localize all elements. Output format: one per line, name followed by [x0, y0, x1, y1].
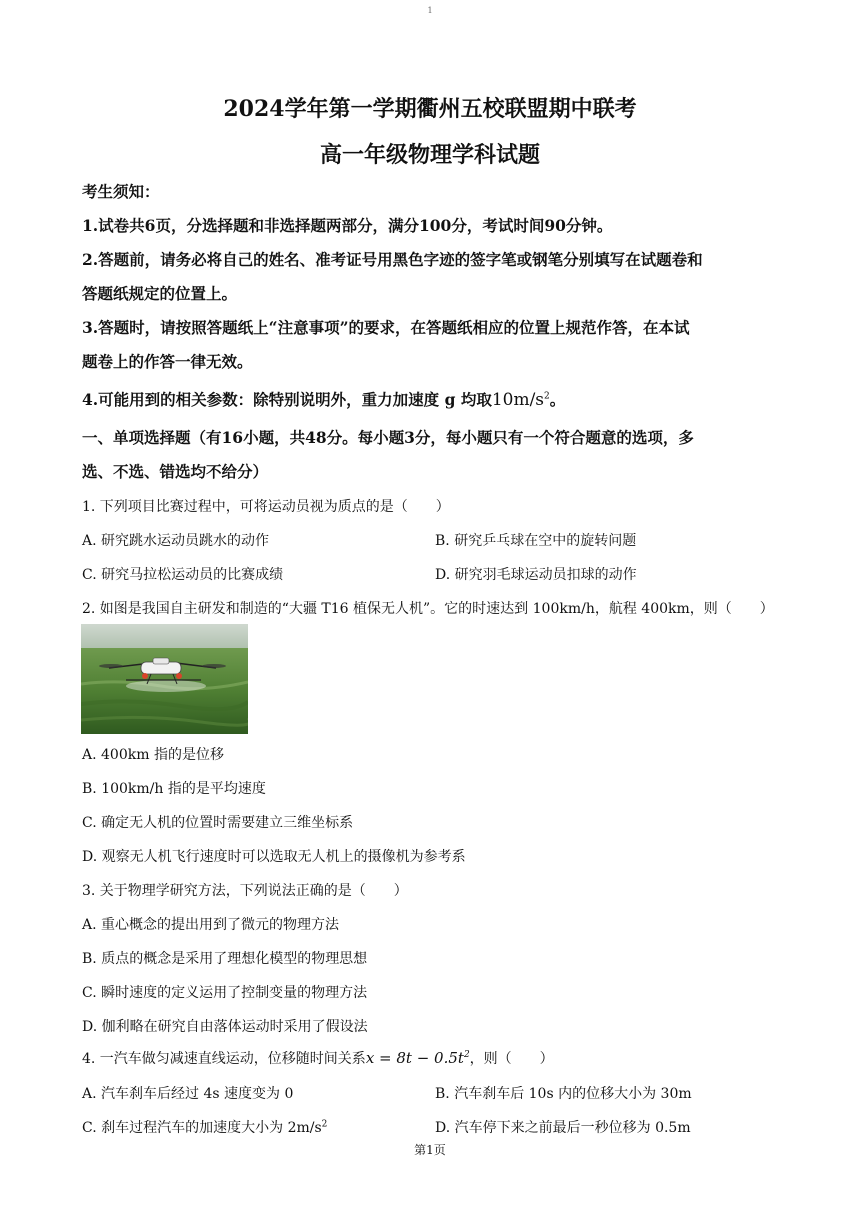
- header-mark: 1: [427, 6, 433, 15]
- q1-option-a: A. 研究跳水运动员跳水的动作: [82, 533, 270, 549]
- notice-2-line1: 2.答题前，请务必将自己的姓名、准考证号用黑色字迹的签字笔或钢笔分别填写在试题卷和: [82, 250, 703, 269]
- gravity-value: [492, 390, 550, 410]
- q3-option-c: C. 瞬时速度的定义运用了控制变量的物理方法: [82, 985, 368, 1001]
- q3-option-d: D. 伽利略在研究自由落体运动时采用了假设法: [82, 1019, 368, 1035]
- q1-stem: 1. 下列项目比赛过程中，可将运动员视为质点的是（ ）: [82, 499, 450, 515]
- q4-formula-exponent: 2: [463, 1050, 470, 1060]
- notice-4-end: 。: [549, 390, 566, 409]
- notice-4: [82, 388, 780, 410]
- q2-option-b: B. 100km/h 指的是平均速度: [82, 781, 266, 797]
- q4-stem: [82, 1048, 554, 1068]
- q1-option-d: D. 研究羽毛球运动员扣球的动作: [435, 567, 637, 583]
- q4-stem-end: ，则（ ）: [469, 1051, 554, 1067]
- q4-option-a: A. 汽车刹车后经过 4s 速度变为 0: [82, 1086, 294, 1102]
- drone-photo: [81, 624, 248, 734]
- exam-subtitle: 高一年级物理学科试题: [319, 142, 540, 168]
- q2-stem: 2. 如图是我国自主研发和制造的“大疆 T16 植保无人机”。它的时速达到 100km/h，航程 400km，则（ ）: [82, 601, 774, 617]
- q4-formula-text: x = 8t − 0.5t: [365, 1049, 464, 1067]
- section-heading-line2: 选、不选、错选均不给分）: [82, 462, 269, 481]
- section-heading-line1: 一、单项选择题（有16小题，共48分。每小题3分，每小题只有一个符合题意的选项，多: [82, 428, 694, 447]
- exam-title: 2024学年第一学期衢州五校联盟期中联考: [223, 96, 637, 122]
- notice-3-line1: 3.答题时，请按照答题纸上“注意事项”的要求，在答题纸相应的位置上规范作答，在本试: [82, 318, 690, 337]
- q3-stem: 3. 关于物理学研究方法，下列说法正确的是（ ）: [82, 883, 408, 899]
- page-number: 第1页: [414, 1143, 446, 1157]
- q4-formula: [366, 1049, 470, 1067]
- q1-option-c: C. 研究马拉松运动员的比赛成绩: [82, 567, 284, 583]
- gravity-exponent: 2: [544, 391, 550, 402]
- notice-4-text: 4.可能用到的相关参数：除特别说明外，重力加速度 g 均取: [82, 390, 492, 409]
- notice-3-line2: 题卷上的作答一律无效。: [82, 352, 253, 371]
- gravity-unit: 10m/s: [491, 390, 545, 410]
- notice-heading: 考生须知：: [82, 182, 160, 201]
- q1-option-b: B. 研究乒乓球在空中的旋转问题: [435, 533, 637, 549]
- q3-option-b: B. 质点的概念是采用了理想化模型的物理思想: [82, 951, 368, 967]
- q4-option-d: D. 汽车停下来之前最后一秒位移为 0.5m: [435, 1120, 691, 1136]
- q2-option-a: A. 400km 指的是位移: [82, 747, 224, 763]
- q2-option-d: D. 观察无人机飞行速度时可以选取无人机上的摄像机为参考系: [82, 849, 466, 865]
- notice-1: 1.试卷共6页，分选择题和非选择题两部分，满分100分，考试时间90分钟。: [82, 216, 613, 235]
- notice-2-line2: 答题纸规定的位置上。: [82, 284, 238, 303]
- q4-stem-text: 4. 一汽车做匀减速直线运动，位移随时间关系: [82, 1051, 366, 1067]
- q4-option-c-text: C. 刹车过程汽车的加速度大小为 2m/s: [82, 1120, 322, 1136]
- q4-option-c: [82, 1117, 327, 1137]
- q4-option-c-exponent: 2: [321, 1119, 328, 1130]
- q3-option-a: A. 重心概念的提出用到了微元的物理方法: [82, 917, 340, 933]
- drone-photo-image: [81, 624, 248, 734]
- q2-option-c: C. 确定无人机的位置时需要建立三维坐标系: [82, 815, 354, 831]
- q4-option-b: B. 汽车刹车后 10s 内的位移大小为 30m: [435, 1086, 692, 1102]
